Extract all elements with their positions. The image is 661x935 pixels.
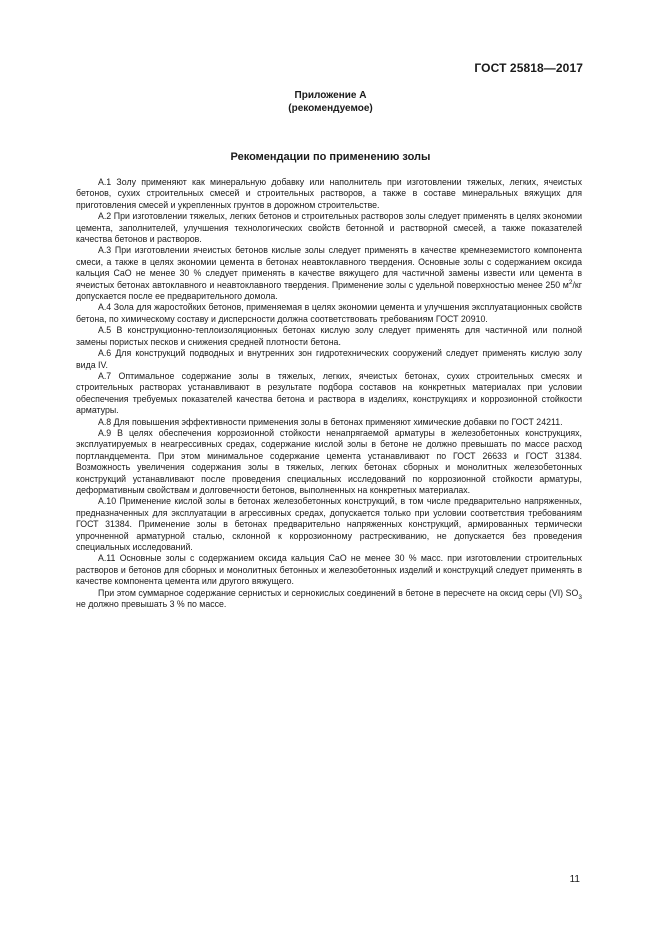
paragraph-a4: А.4 Зола для жаростойких бетонов, применяемая в целях экономии цемента и улучшения эксплуатационных свойств бетона, по химическому составу и дисперсности должна соответствовать требованиям ГОСТ 20910. xyxy=(76,302,582,324)
paragraph-a3 xyxy=(76,245,582,302)
annex-status: (рекомендуемое) xyxy=(288,102,373,114)
paragraph-a1: А.1 Золу применяют как минеральную добавку или наполнитель при изготовлении тяжелых, легких, ячеистых бетонов, сухих строительных смесей и строительных растворов, а также в составе минеральных вяжущих для приготовления смесей и укрепленных грунтов в дорожном строительстве. xyxy=(76,177,582,210)
section-title: Рекомендации по применению золы xyxy=(230,151,431,163)
body-text xyxy=(76,177,582,610)
superscript-exponent: 2 xyxy=(568,278,573,286)
paragraph-a3-text: А.3 При изготовлении ячеистых бетонов кислые золы следует применять в качестве кремнеземистого компонента смеси, а также в целях экономии цемента в бетонах неавтоклавного твердения. Основные золы с содержанием оксида кальция CaO не менее 30 % следует применять в качестве вяжущего для частичной замены извести или цемента в ячеистых бетонах автоклавного и неавтоклавного твердения. Применение золы с удельной поверхностью менее 250 м xyxy=(76,245,582,290)
page-number: 11 xyxy=(569,874,580,885)
paragraph-sulfur-note xyxy=(76,588,582,611)
paragraph-a5: А.5 В конструкционно-теплоизоляционных бетонах кислую золу следует применять для частичной или полной замены пористых песков и снижения средней плотности бетона. xyxy=(76,325,582,347)
paragraph-a8: А.8 Для повышения эффективности применения золы в бетонах применяют химические добавки по ГОСТ 24211. xyxy=(98,416,563,427)
subscript-index: 3 xyxy=(578,593,582,601)
paragraph-a3-tail: /кг допускается после ее предварительного домола. xyxy=(76,279,582,302)
paragraph-a2: А.2 При изготовлении тяжелых, легких бетонов и строительных растворов золы следует применять в целях экономии цемента, заполнителей, улучшения технологических свойств бетонной и растворной смесей, а также показателей качества бетонов и растворов. xyxy=(76,211,582,245)
paragraph-sulfur-tail: не должно превышать 3 % по массе. xyxy=(76,599,227,610)
annex-title: Приложение А xyxy=(294,90,367,101)
paragraph-a11: А.11 Основные золы с содержанием оксида кальция CaO не менее 30 % масс. при изготовлении строительных растворов и бетонов для сборных и монолитных бетонных и железобетонных изделий и конструкций следует применять в качестве компонента цемента или другого вяжущего. xyxy=(76,553,582,587)
document-code: ГОСТ 25818—2017 xyxy=(474,61,583,75)
paragraph-a6: А.6 Для конструкций подводных и внутренних зон гидротехнических сооружений следует применять кислую золу вида IV. xyxy=(76,348,582,370)
paragraph-a7: А.7 Оптимальное содержание золы в тяжелых, легких, ячеистых бетонах, сухих строительных смесях и строительных растворах устанавливают в результате подбора составов на конкретных материалах при условии обеспечения требуемых показателей качества бетона и раствора в изделиях, конструкциях и коррозионной стойкости арматуры. xyxy=(76,370,582,416)
paragraph-a10: А.10 Применение кислой золы в бетонах железобетонных конструкций, в том числе предварительно напряженных, предназначенных для эксплуатации в агрессивных средах, допускается только при условии соответствия требованиям ГОСТ 31384. Применение золы в бетонах предварительно напряженных конструкций, армированных термически упрочненной арматурной сталью, склонной к коррозионному растрескиванию, не допускается без проведения специальных исследований. xyxy=(76,496,582,552)
paragraph-a9: А.9 В целях обеспечения коррозионной стойкости ненапрягаемой арматуры в железобетонных конструкциях, эксплуатируемых в неагрессивных средах, содержание кислой золы в бетоне не должно превышать по массе расход портландцемента. При этом минимальное содержание цемента устанавливают по ГОСТ 26633 и ГОСТ 31384. Возможность увеличения содержания золы в тяжелых, легких бетонах сборных и монолитных железобетонных конструкций устанавливают после проведения специальных исследований по коррозионной стойкости арматуры, деформативным свойствам и долговечности бетонов, выполненных на конкретных материалах. xyxy=(76,427,582,495)
annex-heading xyxy=(0,90,661,115)
paragraph-sulfur-text: При этом суммарное содержание сернистых и сернокислых соединений в бетоне в пересчете на оксид серы (VI) SO xyxy=(98,587,579,598)
